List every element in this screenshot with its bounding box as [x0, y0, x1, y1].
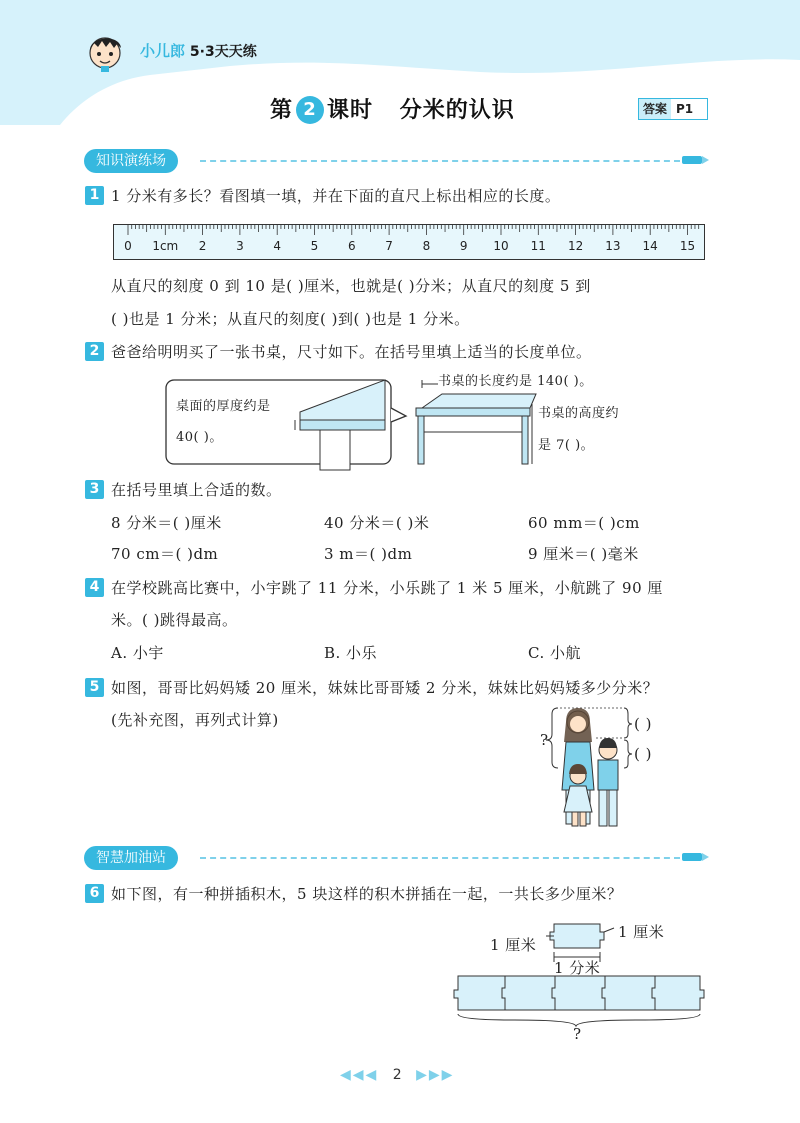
conversion-item: 70 cm＝( )dm — [111, 545, 219, 563]
ruler-label: 10 — [493, 239, 509, 253]
question-number: 4 — [85, 578, 104, 597]
section-practice: 知识演练场 — [84, 149, 178, 173]
answer-blank[interactable]: ( ) — [634, 745, 652, 763]
ruler-label: 8 — [422, 239, 431, 253]
ruler-label: 4 — [273, 239, 282, 253]
fill-blank-line: ( )也是 1 分米；从直尺的刻度( )到( )也是 1 分米。 — [111, 310, 470, 328]
option-a[interactable]: A. 小宇 — [111, 644, 164, 662]
section-challenge: 智慧加油站 — [84, 846, 178, 870]
option-b[interactable]: B. 小乐 — [324, 644, 378, 662]
question-mark: ? — [573, 1025, 582, 1043]
ruler-ticks — [114, 225, 704, 259]
callout-text: 桌面的厚度约是 — [176, 399, 271, 414]
question-text: 在括号里填上合适的数。 — [111, 481, 282, 499]
arrows-right: ▶▶▶ — [416, 1067, 455, 1083]
ruler-label: 1cm — [152, 239, 179, 253]
answer-reference — [638, 98, 708, 120]
ruler-label: 2 — [198, 239, 207, 253]
lesson-suffix: 课时 — [327, 98, 374, 123]
lesson-number: 2 — [296, 96, 324, 124]
answer-blank[interactable]: ( ) — [634, 715, 652, 733]
ruler[interactable] — [113, 224, 705, 260]
option-c[interactable]: C. 小航 — [528, 644, 581, 662]
question-number: 5 — [85, 678, 104, 697]
conversion-item: 40 分米＝( )米 — [324, 514, 430, 532]
question-number: 6 — [85, 884, 104, 903]
label-bottom: 1 分米 — [554, 959, 601, 977]
ruler-label: 6 — [347, 239, 356, 253]
ruler-label: 7 — [385, 239, 393, 253]
question-number: 2 — [85, 342, 104, 361]
question-text: 如下图，有一种拼插积木，5 块这样的积木拼插在一起，一共长多少厘米？ — [111, 885, 623, 903]
pencil-icon — [680, 849, 710, 865]
label-left: 1 厘米 — [490, 936, 537, 954]
brand-label — [140, 40, 257, 61]
lesson-prefix: 第 — [270, 98, 294, 123]
ruler-label: 3 — [236, 239, 244, 253]
question-mark: ? — [540, 731, 549, 749]
family-illustration — [536, 700, 716, 836]
label-right: 1 厘米 — [618, 923, 665, 941]
conversion-item: 60 mm＝( )cm — [528, 514, 640, 532]
desk-height-label: 是 7( )。 — [538, 438, 595, 453]
question-hint: (先补充图，再列式计算) — [111, 711, 279, 729]
ruler-label: 15 — [679, 239, 696, 253]
conversion-item: 8 分米＝( )厘米 — [111, 514, 222, 532]
question-text: 如图，哥哥比妈妈矮 20 厘米，妹妹比哥哥矮 2 分米，妹妹比妈妈矮多少分米？ — [111, 679, 659, 697]
ruler-label: 13 — [605, 239, 621, 253]
lesson-title — [270, 93, 515, 124]
brand-series: 5·3天天练 — [189, 44, 257, 60]
pencil-icon — [680, 152, 710, 168]
arrows-left: ◀◀◀ — [340, 1067, 379, 1083]
fill-blank-line: 从直尺的刻度 0 到 10 是( )厘米，也就是( )分米；从直尺的刻度 5 到 — [111, 277, 591, 295]
question-number: 1 — [85, 186, 104, 205]
ruler-label: 14 — [642, 239, 658, 253]
ruler-label: 11 — [530, 239, 546, 253]
question-number: 3 — [85, 480, 104, 499]
conversion-item: 9 厘米＝( )毫米 — [528, 545, 639, 563]
question-text: 1 分米有多长？看图填一填，并在下面的直尺上标出相应的长度。 — [111, 187, 561, 205]
conversion-item: 3 m＝( )dm — [324, 545, 413, 563]
question-text: 米。( )跳得最高。 — [111, 611, 238, 629]
desk-length-label: 书桌的长度约是 140( )。 — [438, 372, 593, 392]
question-text: 在学校跳高比赛中，小宇跳了 11 分米，小乐跳了 1 米 5 厘米，小航跳了 90 厘 — [111, 579, 663, 597]
callout-text: 40( )。 — [176, 430, 223, 445]
lesson-topic: 分米的认识 — [399, 98, 515, 123]
answer-label: 答案 — [639, 99, 671, 119]
answer-page: P1 — [676, 102, 694, 116]
question-text: 爸爸给明明买了一张书桌，尺寸如下。在括号里填上适当的长度单位。 — [111, 343, 592, 361]
section-divider — [200, 857, 680, 859]
section-divider — [200, 160, 680, 162]
ruler-label: 0 — [124, 239, 132, 253]
brand-name: 小儿郎 — [140, 42, 186, 60]
desk-height-label: 书桌的高度约 — [538, 406, 620, 421]
mascot-logo — [84, 30, 126, 72]
ruler-label: 12 — [567, 239, 584, 253]
page-number: 2 — [392, 1067, 402, 1083]
ruler-label: 5 — [310, 239, 319, 253]
ruler-label: 9 — [459, 239, 468, 253]
page-footer — [340, 1067, 454, 1083]
